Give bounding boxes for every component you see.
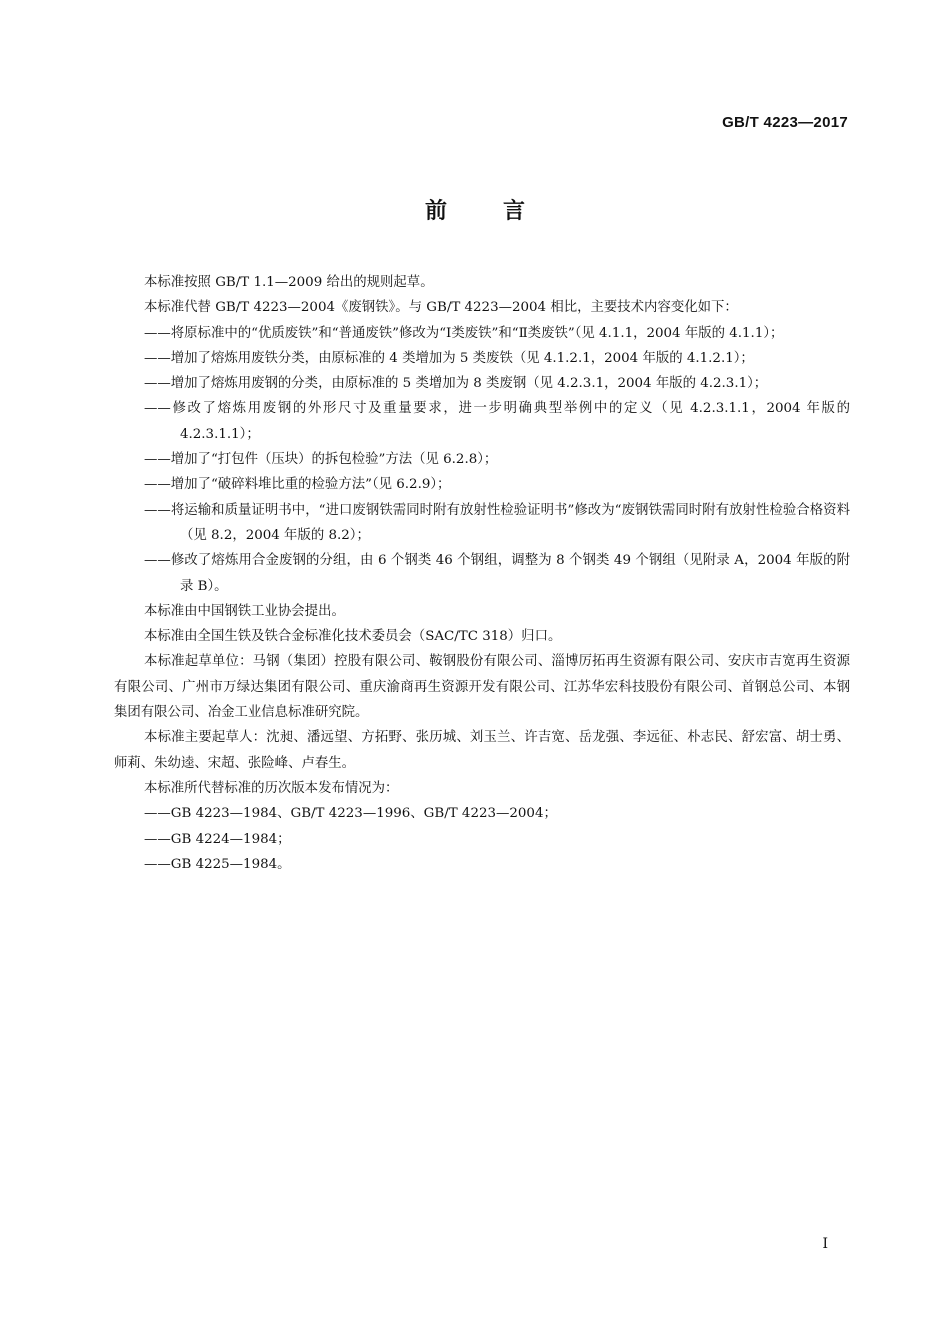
history-item: ——GB 4225—1984。 <box>144 856 291 872</box>
history-item: ——GB 4223—1984、GB/T 4223—1996、GB/T 4223—2004； <box>144 806 557 822</box>
change-item: ——增加了“破碎料堆比重的检验方法”（见 6.2.9）； <box>144 477 451 493</box>
page-number: I <box>822 1236 828 1252</box>
change-item: ——修改了熔炼用废钢的外形尺寸及重量要求，进一步明确典型举例中的定义（见 4.2.3.1.1，2004 年版的 4.2.3.1.1）； <box>144 401 850 442</box>
change-item: ——修改了熔炼用合金废钢的分组，由 6 个钢类 46 个钢组，调整为 8 个钢类 49 个钢组（见附录 A，2004 年版的附录 B）。 <box>144 553 850 594</box>
page-title: 前言 <box>424 199 581 224</box>
change-item: ——增加了“打包件（压块）的拆包检验”方法（见 6.2.8）； <box>144 452 498 468</box>
paragraph-proposer: 本标准由中国钢铁工业协会提出。 <box>144 603 345 619</box>
foreword-body <box>114 270 850 877</box>
change-item: ——将原标准中的“优质废铁”和“普通废铁”修改为“Ⅰ类废铁”和“Ⅱ类废铁”（见 4.1.1，2004 年版的 4.1.1）； <box>144 325 784 341</box>
paragraph-committee: 本标准由全国生铁及铁合金标准化技术委员会（SAC/TC 318）归口。 <box>144 629 562 645</box>
history-item: ——GB 4224—1984； <box>144 831 291 847</box>
standard-code: GB/T 4223—2017 <box>722 114 848 131</box>
paragraph-history-intro: 本标准所代替标准的历次版本发布情况为： <box>144 780 399 796</box>
paragraph-drafting-rules: 本标准按照 GB/T 1.1—2009 给出的规则起草。 <box>144 275 434 290</box>
change-item: ——增加了熔炼用废钢的分类，由原标准的 5 类增加为 8 类废钢（见 4.2.3.1，2004 年版的 4.2.3.1）； <box>144 376 768 392</box>
paragraph-drafters: 本标准主要起草人：沈昶、潘远望、方拓野、张历城、刘玉兰、许吉宽、岳龙强、李远征、朴志民、舒宏富、胡士勇、师莉、朱幼逵、宋超、张险峰、卢春生。 <box>114 730 850 771</box>
change-item: ——将运输和质量证明书中，“进口废钢铁需同时附有放射性检验证明书”修改为“废钢铁需同时附有放射性检验合格资料（见 8.2，2004 年版的 8.2）； <box>144 502 850 543</box>
paragraph-drafting-units: 本标准起草单位：马钢（集团）控股有限公司、鞍钢股份有限公司、淄博厉拓再生资源有限公司、安庆市吉宽再生资源有限公司、广州市万绿达集团有限公司、重庆渝商再生资源开发有限公司、江苏华宏科技股份有限公司、首钢总公司、本钢集团有限公司、冶金工业信息标准研究院。 <box>114 654 850 721</box>
paragraph-replaces: 本标准代替 GB/T 4223—2004《废钢铁》。与 GB/T 4223—2004 相比，主要技术内容变化如下： <box>144 300 738 316</box>
change-item: ——增加了熔炼用废铁分类，由原标准的 4 类增加为 5 类废铁（见 4.1.2.1，2004 年版的 4.1.2.1）； <box>144 350 754 366</box>
